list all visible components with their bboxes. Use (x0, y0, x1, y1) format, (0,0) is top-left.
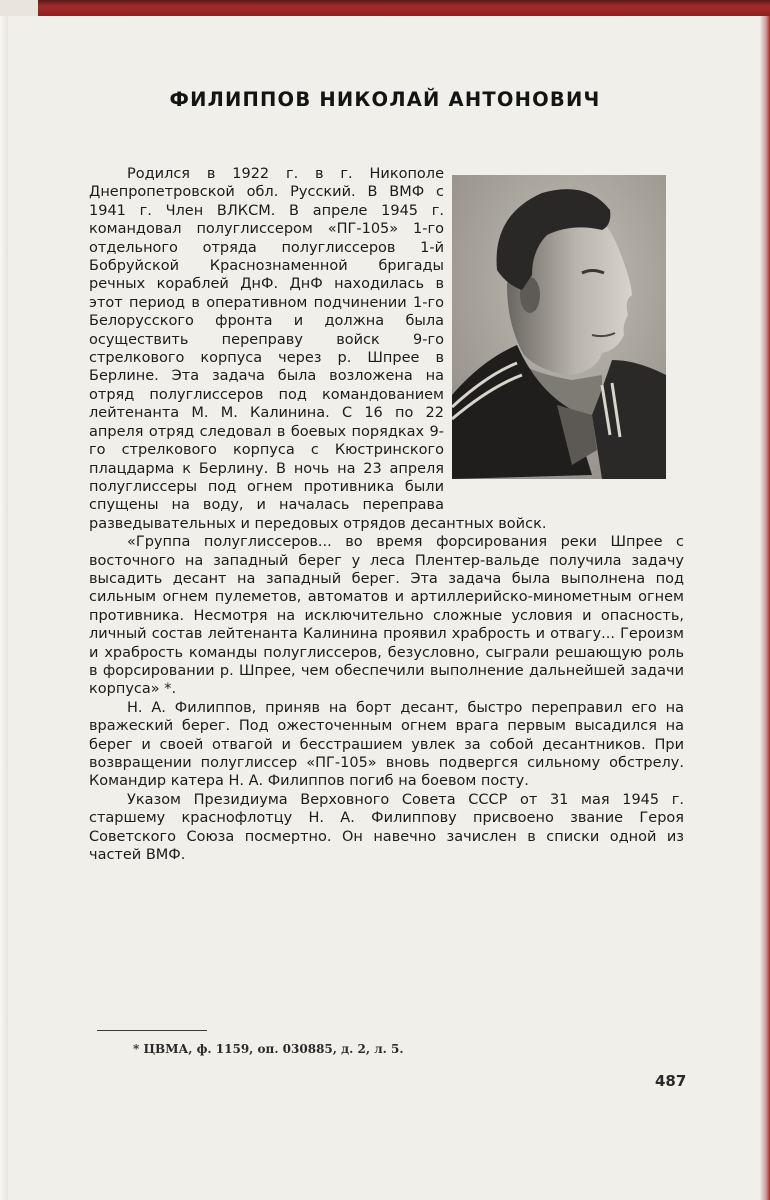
book-edge-right (760, 16, 770, 1200)
footnote-divider (97, 1030, 207, 1031)
paragraph-biography: Родился в 1922 г. в г. Никополе Днепропетровской обл. Русский. В ВМФ с 1941 г. Член ВЛКСМ. В апреле 1945 г. командовал полуглиссером «ПГ-105» 1-го отдельного отряда полуглиссеров 1-й Бобруйской Краснознаменной бригады речных кораблей ДнФ. ДнФ находилась в этот период в оперативном подчинении 1-го Белорусского фронта и должна была осуществить переправу войск 9-го стрелкового корпуса через р. Шпрее в Берлине. Эта задача была возложена на отряд полуглиссеров под командованием лейтенанта М. М. Калинина. С 16 по 22 апреля отряд следовал в боевых порядках 9-го стрелкового корпуса с Кюстринского плацдарма к Берлину. В ночь на 23 апреля полуглиссеры под огнем противника были спущены на воду, и началась переправа разведывательных и передовых отрядов десантных войск. (89, 166, 547, 532)
article-body (89, 165, 684, 864)
page-title: ФИЛИППОВ НИКОЛАЙ АНТОНОВИЧ (169, 88, 601, 111)
footnote: * ЦВМА, ф. 1159, оп. 030885, д. 2, л. 5. (133, 1042, 404, 1056)
book-edge-corner (0, 0, 38, 16)
paragraph-feat: Н. А. Филиппов, приняв на борт десант, быстро переправил его на вражеский берег. Под ожесточенным огнем врага первым высадился на берег и своей отвагой и бесстрашием увлек за собой десантников. При возвращении полуглиссер «ПГ-105» вновь подвергся сильному обстрелу. Командир катера Н. А. Филиппов погиб на боевом посту. (89, 699, 684, 790)
page-number: 487 (655, 1072, 687, 1090)
book-edge-top (0, 0, 770, 16)
page-edge-left (0, 16, 8, 1200)
paragraph-quote: «Группа полуглиссеров... во время форсирования реки Шпрее с восточного на западный берег у леса Плентер-вальде получила задачу высадить десант на западный берег. Эта задача была выполнена под сильным огнем пулеметов, автоматов и артиллерийско-минометным огнем противника. Несмотря на исключительно сложные условия и опасность, личный состав лейтенанта Калинина проявил храбрость и отвагу... Героизм и храбрость команды полуглиссеров, безусловно, сыграли решающую роль в форсировании р. Шпрее, чем обеспечили выполнение дальнейшей задачи корпуса» *. (89, 534, 684, 698)
paragraph-award: Указом Президиума Верховного Совета СССР от 31 мая 1945 г. старшему краснофлотцу Н. А. Филиппову присвоено звание Героя Советского Союза посмертно. Он навечно зачислен в списки одной из частей ВМФ. (89, 791, 684, 864)
portrait-spacer (444, 165, 684, 500)
